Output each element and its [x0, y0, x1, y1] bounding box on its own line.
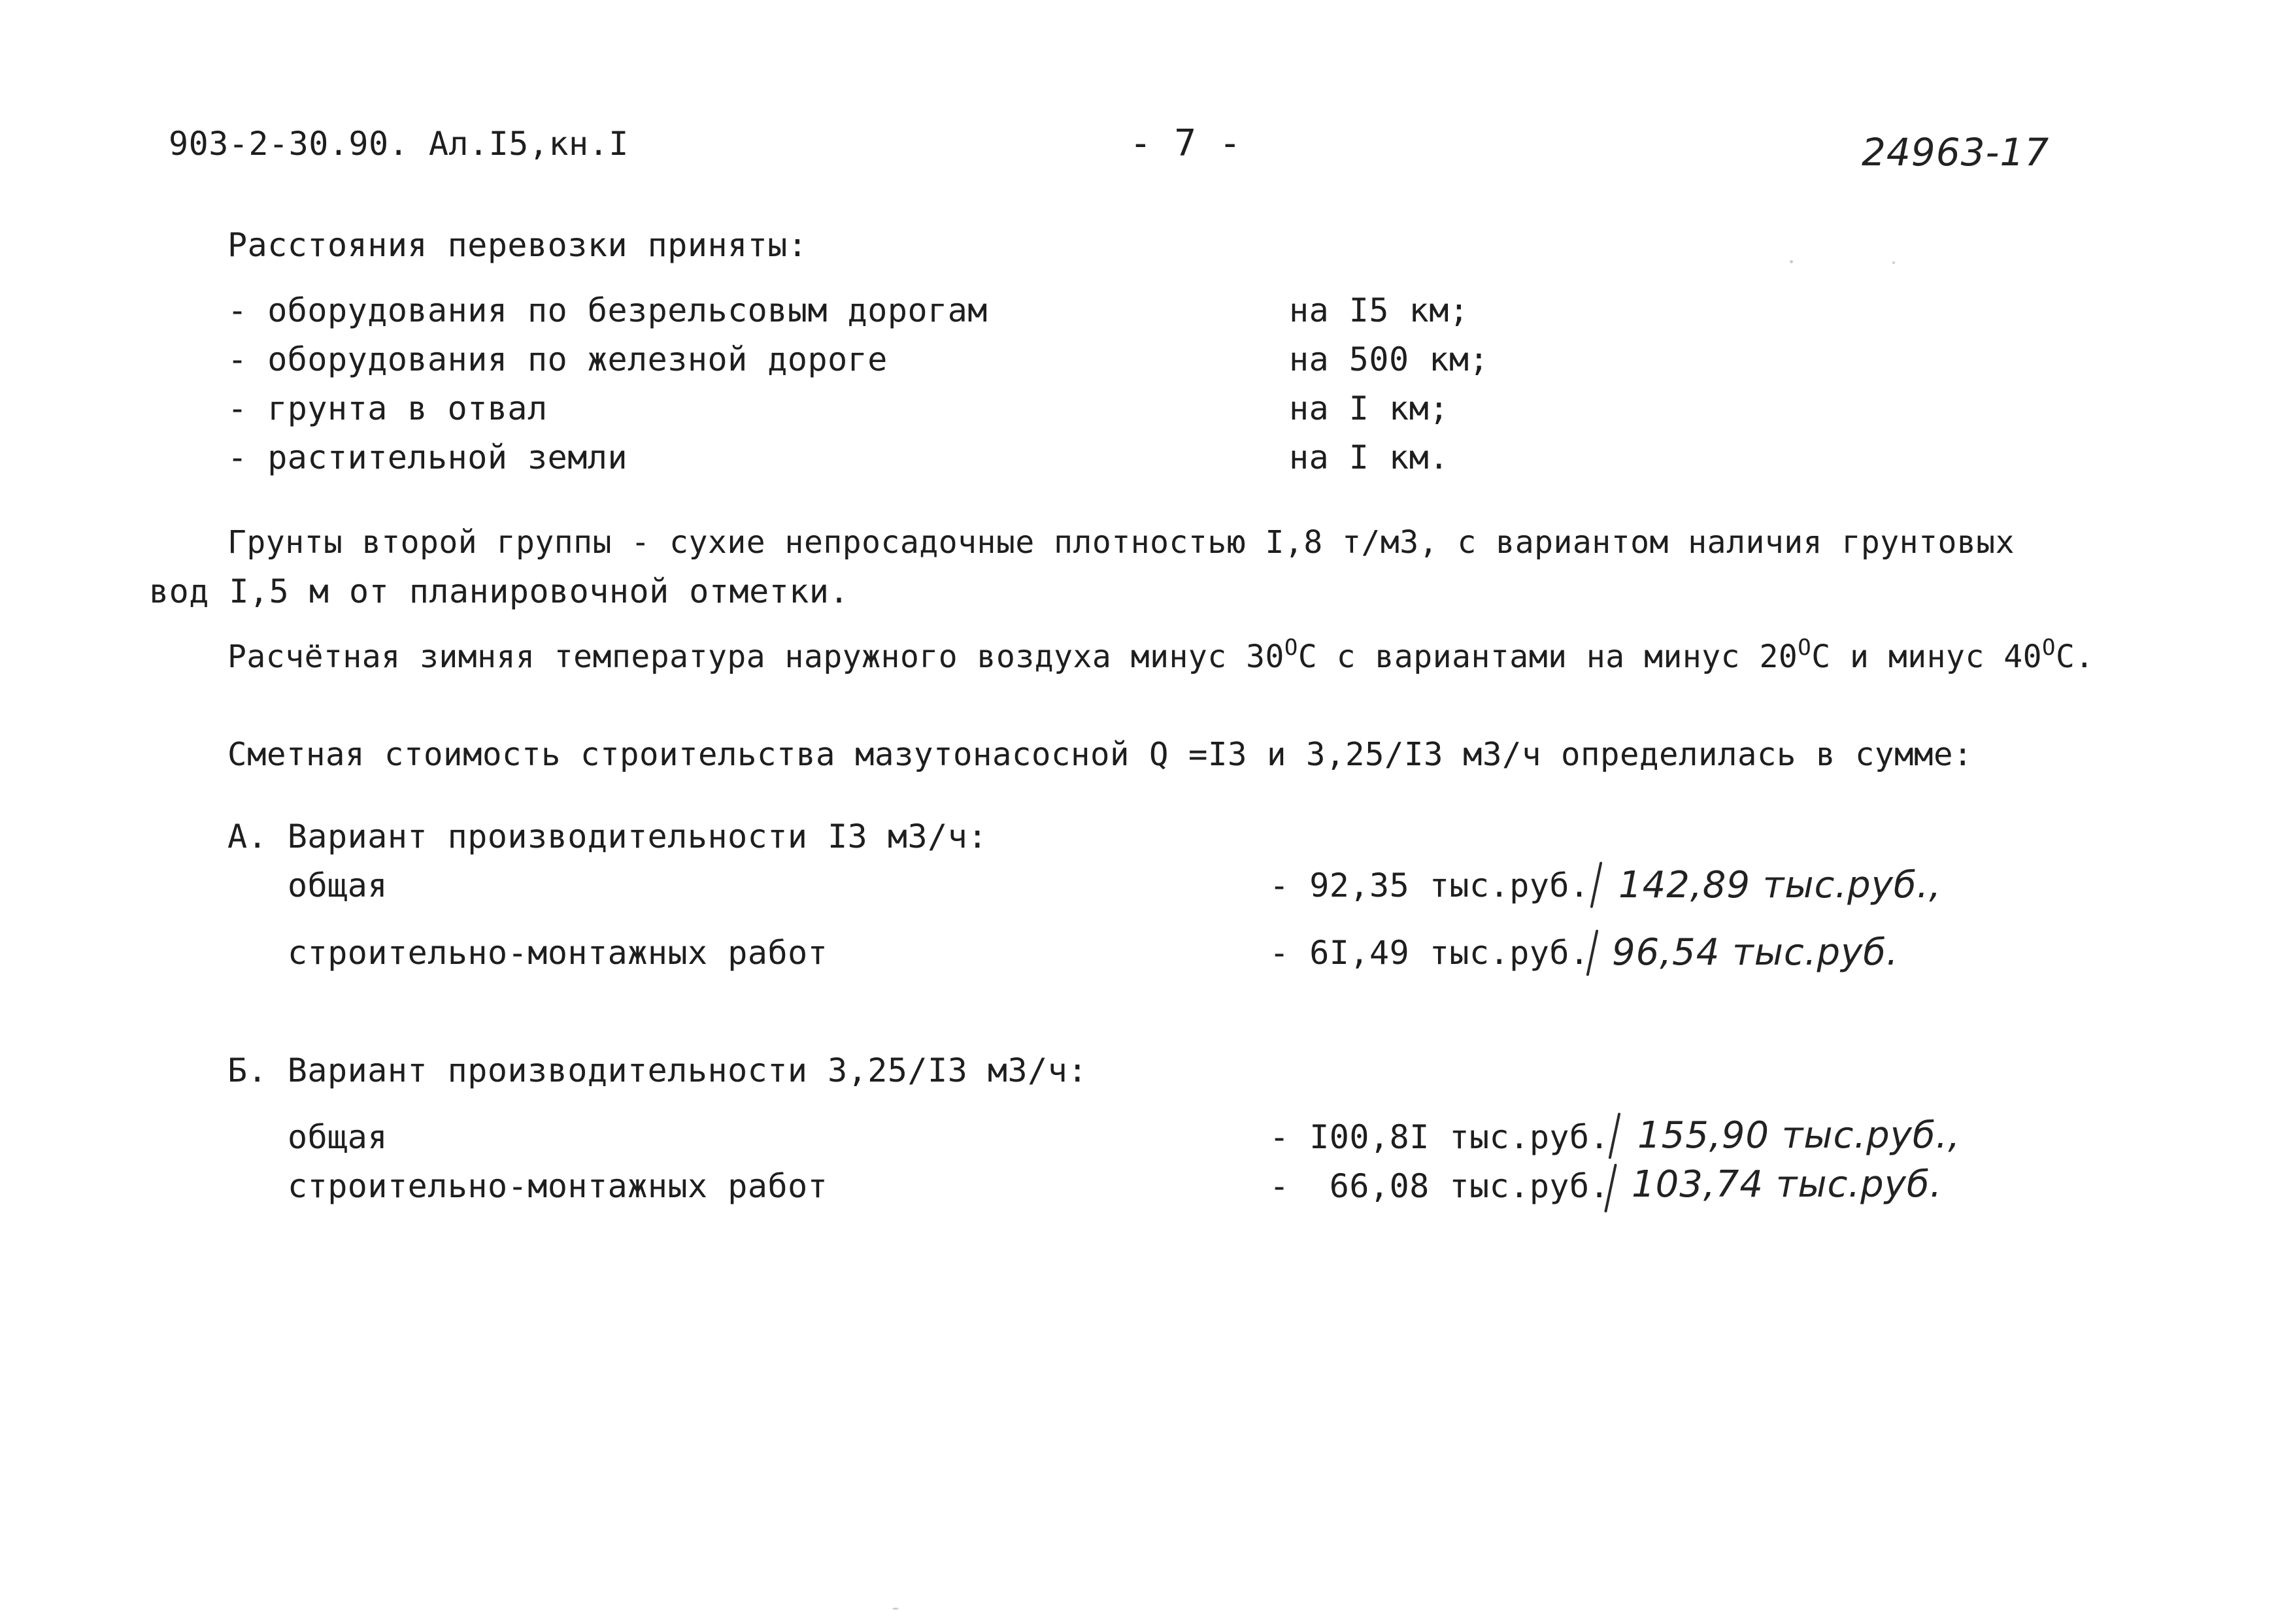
- scan-speck: [1790, 260, 1793, 263]
- archive-number: 24963-17: [1862, 130, 2050, 174]
- variant-row-label: строительно-монтажных работ: [288, 934, 828, 972]
- variant-row-value: - 92,35 тыс.руб.: [1269, 867, 1590, 904]
- scan-speck: [892, 1608, 899, 1610]
- handwritten-slash: [1590, 861, 1603, 908]
- variant-row-label: общая: [288, 867, 388, 904]
- variant-row-value: - 6I,49 тыс.руб.: [1269, 934, 1590, 972]
- doc-code: 903-2-30.90. Ал.I5,кн.I: [169, 125, 629, 163]
- variant-row-label: строительно-монтажных работ: [288, 1167, 828, 1205]
- cost-intro: Сметная стоимость строительства мазутонасосной Q =I3 и 3,25/I3 м3/ч определилась в сумме:: [227, 736, 1973, 773]
- variant-row-value: - I00,8I тыс.руб.: [1269, 1118, 1610, 1156]
- transport-item-value: на 500 км;: [1289, 340, 1490, 378]
- transport-item-label: - грунта в отвал: [227, 389, 548, 427]
- handwritten-value: 103,74 тыс.руб.: [1632, 1163, 1943, 1206]
- soil-line-1: Грунты второй группы - сухие непросадочные плотностью I,8 т/м3, с вариантом наличия грунтовых: [227, 524, 2015, 561]
- variant-a-title: А. Вариант производительности I3 м3/ч:: [227, 818, 988, 855]
- handwritten-value: 142,89 тыс.руб.,: [1618, 864, 1941, 906]
- transport-item-value: на I км.: [1289, 439, 1449, 476]
- transport-item-label: - оборудования по железной дороге: [227, 340, 888, 378]
- temperature-line: Расчётная зимняя температура наружного воздуха минус $30^ОС$ с вариантами на минус $20^ОС$ и минус $40^ОС$.: [227, 635, 2094, 675]
- variant-row-label: общая: [288, 1118, 388, 1156]
- handwritten-slash: [1609, 1112, 1621, 1159]
- transport-title: Расстояния перевозки приняты:: [227, 226, 808, 264]
- soil-line-2: вод I,5 м от планировочной отметки.: [149, 572, 850, 610]
- transport-item-value: на I5 км;: [1289, 291, 1469, 329]
- handwritten-value: 96,54 тыс.руб.: [1612, 931, 1899, 974]
- transport-item-value: на I км;: [1289, 389, 1449, 427]
- page-number: - 7 -: [1130, 122, 1242, 165]
- transport-item-label: - растительной земли: [227, 439, 628, 476]
- handwritten-value: 155,90 тыс.руб.,: [1637, 1114, 1960, 1157]
- variant-b-title: Б. Вариант производительности 3,25/I3 м3/ч:: [227, 1052, 1088, 1089]
- transport-item-label: - оборудования по безрельсовым дорогам: [227, 291, 988, 329]
- scan-speck: [1892, 261, 1895, 264]
- variant-row-value: - 66,08 тыс.руб.: [1269, 1167, 1610, 1205]
